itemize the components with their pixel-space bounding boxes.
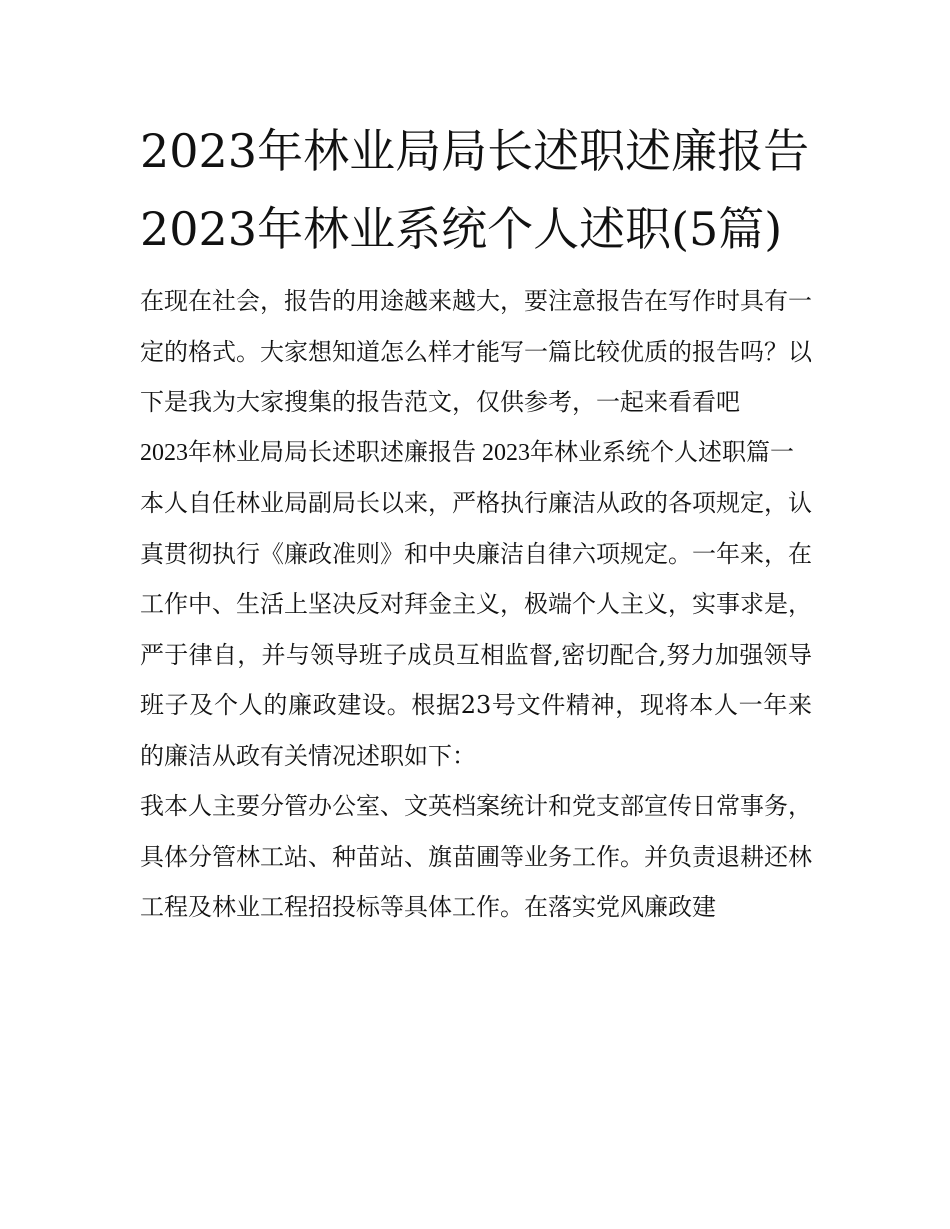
- section-heading: 2023年林业局局长述职述廉报告 2023年林业系统个人述职篇一: [140, 439, 794, 466]
- document-title: 2023年林业局局长述职述廉报告 2023年林业系统个人述职(5篇): [140, 124, 810, 256]
- body-paragraph-2: 我本人主要分管办公室、文英档案统计和党支部宣传日常事务，具体分管林工站、种苗站、旗苗圃等业务工作。并负责退耕还林工程及林业工程招投标等具体工作。在落实党风廉政建: [140, 792, 812, 921]
- body-paragraph-1: 本人自任林业局副局长以来，严格执行廉洁从政的各项规定，认真贯彻执行《廉政准则》和中央廉洁自律六项规定。一年来，在工作中、生活上坚决反对拜金主义，极端个人主义，实事求是，严于律自，并与领导班子成员互相监督,密切配合,努力加强领导班子及个人的廉政建设。根据23号文件精神，现将本人一年来的廉洁从政有关情况述职如下：: [140, 489, 812, 770]
- document-page: [140, 112, 812, 933]
- intro-paragraph: 在现在社会，报告的用途越来越大，要注意报告在写作时具有一定的格式。大家想知道怎么样才能写一篇比较优质的报告吗？以下是我为大家搜集的报告范文，仅供参考，一起来看看吧: [140, 287, 812, 416]
